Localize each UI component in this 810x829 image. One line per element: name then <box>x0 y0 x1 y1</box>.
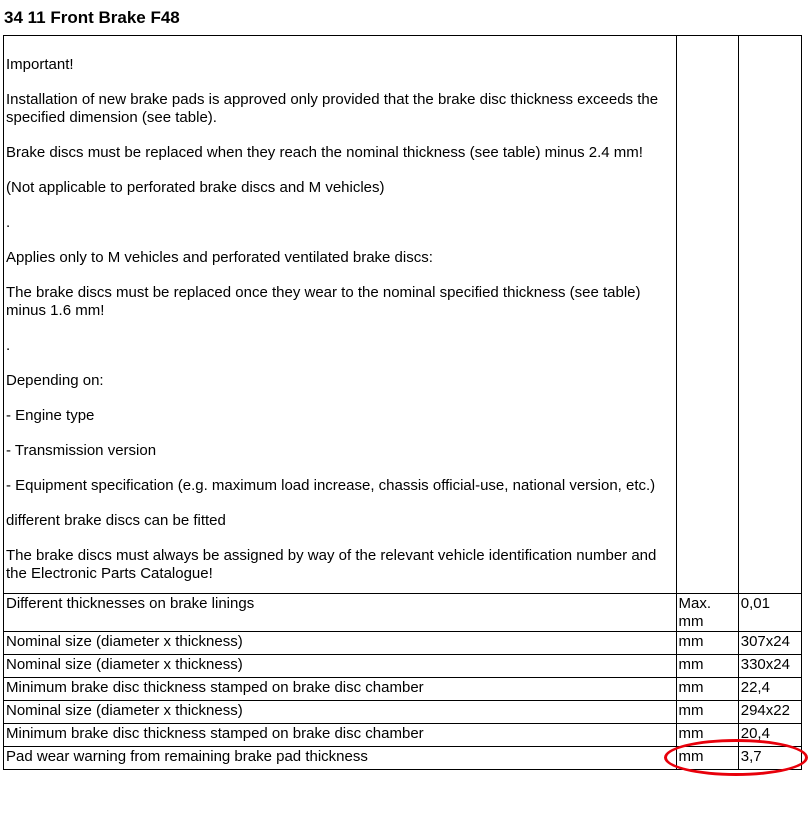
row-unit <box>676 747 738 770</box>
row-value: 330x24 <box>738 655 801 678</box>
note-transmission-version: - Transmission version <box>6 442 157 459</box>
table-row <box>4 724 802 747</box>
row-description: Minimum brake disc thickness stamped on brake disc chamber <box>4 724 677 747</box>
table-row <box>4 632 802 655</box>
document-title: 34 11 Front Brake F48 <box>4 8 180 27</box>
notes-value-cell <box>738 36 801 594</box>
note-m-vehicles-heading: Applies only to M vehicles and perforated ventilated brake discs: <box>6 249 433 266</box>
note-installation-approval: Installation of new brake pads is approved only provided that the brake disc thickness exceeds the specified dimension (see table). <box>6 91 659 126</box>
row-description: Nominal size (diameter x thickness) <box>4 632 677 655</box>
note-different-discs: different brake discs can be fitted <box>6 512 226 529</box>
row-unit: mm <box>676 632 738 655</box>
row-unit: mm <box>676 701 738 724</box>
table-row <box>4 678 802 701</box>
row-value: 20,4 <box>738 724 801 747</box>
table-row-pad-wear-warning <box>4 747 802 770</box>
row-description: Pad wear warning from remaining brake pad thickness <box>4 747 677 770</box>
notes-row <box>4 36 802 594</box>
row-description: Different thicknesses on brake linings <box>4 594 677 632</box>
note-separator: . <box>6 337 11 354</box>
row-value: 294x22 <box>738 701 801 724</box>
row-value: 0,01 <box>738 594 801 632</box>
note-separator: . <box>6 214 11 231</box>
row-unit: Max. mm <box>676 594 738 632</box>
note-parts-catalogue: The brake discs must always be assigned by way of the relevant vehicle identification number and the Electronic Parts Catalogue! <box>6 547 657 582</box>
note-equipment-specification: - Equipment specification (e.g. maximum load increase, chassis official-use, national version, etc.) <box>6 477 656 494</box>
row-unit-text: mm <box>678 748 704 765</box>
note-engine-type: - Engine type <box>6 407 95 424</box>
table-row <box>4 655 802 678</box>
note-not-applicable: (Not applicable to perforated brake discs and M vehicles) <box>6 179 385 196</box>
row-value: 3,7 <box>738 747 801 770</box>
table-row <box>4 594 802 632</box>
note-important: Important! <box>6 56 74 73</box>
row-unit: mm <box>676 655 738 678</box>
row-description: Nominal size (diameter x thickness) <box>4 701 677 724</box>
notes-unit-cell <box>676 36 738 594</box>
notes-cell <box>4 36 677 594</box>
row-value: 307x24 <box>738 632 801 655</box>
row-description: Nominal size (diameter x thickness) <box>4 655 677 678</box>
note-m-vehicles-limit: The brake discs must be replaced once they wear to the nominal specified thickness (see table) minus 1.6 mm! <box>6 284 641 319</box>
row-description: Minimum brake disc thickness stamped on brake disc chamber <box>4 678 677 701</box>
row-value: 22,4 <box>738 678 801 701</box>
note-replacement-limit: Brake discs must be replaced when they reach the nominal thickness (see table) minus 2.4 mm! <box>6 144 643 161</box>
brake-spec-table <box>3 35 802 770</box>
row-unit: mm <box>676 678 738 701</box>
table-row <box>4 701 802 724</box>
row-unit: mm <box>676 724 738 747</box>
note-depending-on: Depending on: <box>6 372 104 389</box>
